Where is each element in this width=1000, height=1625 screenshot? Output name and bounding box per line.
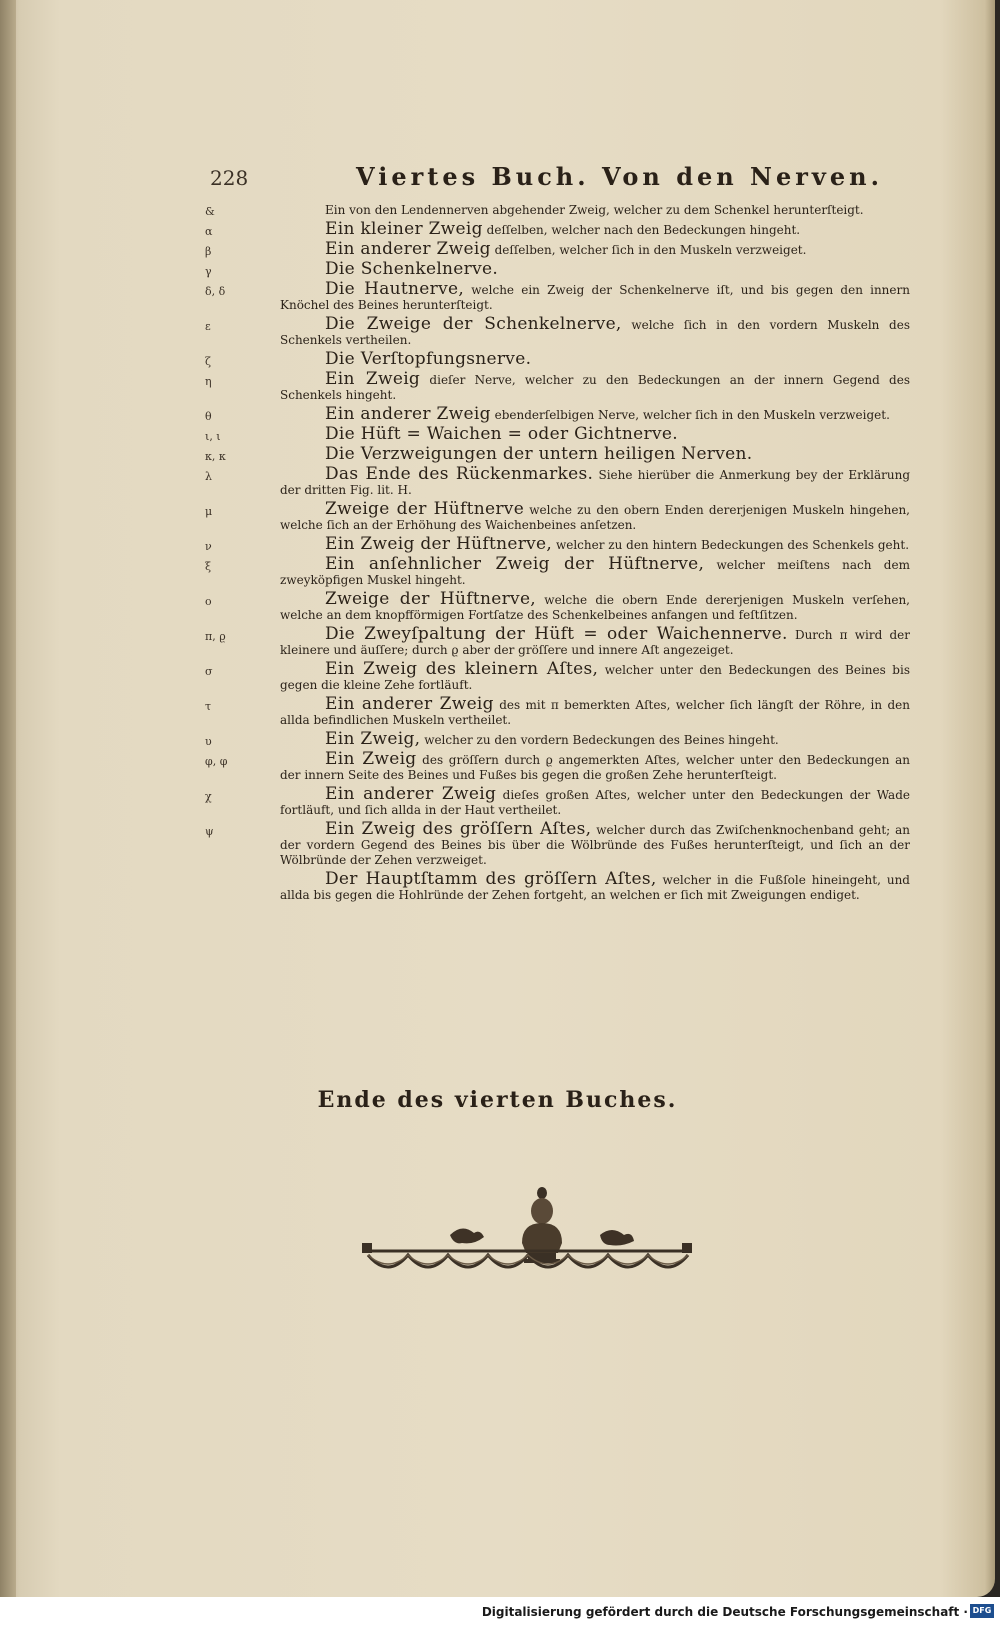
legend-entry	[205, 624, 910, 658]
entry-description: des mit π bemerkten Aſtes, welcher ſich längſt der Röhre, in den allda befindlichen Muskeln vertheilet.	[280, 698, 910, 727]
entry-marker: π, ϱ	[205, 630, 226, 643]
entry-text	[280, 404, 910, 424]
entry-description: Siehe hierüber die Anmerkung bey der Erklärung der dritten Fig. lit. H.	[280, 468, 911, 497]
entry-text	[280, 424, 910, 444]
legend-entry	[205, 369, 910, 403]
entry-text	[280, 219, 910, 239]
entry-lead: Ein Zweig des kleinern Aſtes,	[325, 659, 599, 679]
entry-lead: Ein Zweig	[325, 369, 421, 389]
entry-description: deſſelben, welcher nach den Bedeckungen hingeht.	[486, 223, 801, 237]
entry-description: welche zu den obern Enden dererjenigen Muskeln hingehen, welche ſich an der Erhöhung des Waichenbeines anſetzen.	[280, 503, 910, 532]
entry-text	[280, 819, 910, 868]
entry-text	[280, 259, 910, 279]
legend-entry	[205, 659, 910, 693]
entry-marker: μ	[205, 505, 213, 518]
page-header	[210, 162, 920, 196]
entry-text	[280, 749, 910, 783]
entry-marker: ο	[205, 595, 212, 608]
entry-text	[280, 729, 910, 749]
entry-lead: Der Hauptſtamm des gröſſern Aſtes,	[325, 869, 657, 889]
entry-lead: Die Hautnerve,	[325, 279, 465, 299]
entry-lead: Ein anderer Zweig	[325, 404, 491, 424]
entry-text	[280, 869, 910, 903]
entry-lead: Zweige der Hüftnerve,	[325, 589, 537, 609]
entry-marker: ε	[205, 320, 211, 333]
entry-marker: δ, δ	[205, 285, 226, 298]
entry-description: Ein von den Lendennerven abgehender Zweig, welcher zu dem Schenkel herunterſteigt.	[325, 203, 864, 217]
footer-bar	[0, 1597, 1000, 1625]
entry-lead: Das Ende des Rückenmarkes.	[325, 464, 594, 484]
entry-lead: Ein Zweig der Hüftnerve,	[325, 534, 553, 554]
entry-marker: φ, φ	[205, 755, 228, 768]
legend-entry	[205, 259, 910, 279]
page-number: 228	[210, 166, 249, 190]
entry-lead: Die Verzweigungen der untern heiligen Nerven.	[325, 444, 753, 464]
entry-lead: Ein anderer Zweig	[325, 239, 491, 259]
legend-entry	[205, 279, 910, 313]
entry-text	[280, 784, 910, 818]
legend-entry	[205, 694, 910, 728]
entry-description: welcher in die Fußſole hineingeht, und allda bis gegen die Hohlründe der Zehen fortgeht, an welchen er ſich mit Zweigungen endiget.	[280, 873, 910, 902]
entry-lead: Ein Zweig des gröſſern Aſtes,	[325, 819, 592, 839]
legend-entry	[205, 349, 910, 369]
footer-credit: Digitalisierung gefördert durch die Deutsche Forschungsgemeinschaft ·	[481, 1605, 968, 1619]
entry-marker: θ	[205, 410, 212, 423]
legend-entry	[205, 554, 910, 588]
legend-entry	[205, 869, 910, 903]
entry-marker: υ	[205, 735, 212, 748]
entry-lead: Die Schenkelnerve.	[325, 259, 499, 279]
legend-entry	[205, 424, 910, 444]
entry-marker: ζ	[205, 355, 211, 368]
entry-marker: τ	[205, 700, 212, 713]
entry-text	[280, 349, 910, 369]
entry-text	[280, 314, 911, 348]
entry-description: welcher durch das Zwiſchenknochenband geht; an der vordern Gegend des Beines bis über die Wölbründe des Fußes herunterſteigt, und ſich an der Wölbründe der Zehen verzweiget.	[280, 823, 910, 867]
entry-text	[280, 554, 910, 588]
entry-marker: χ	[205, 790, 212, 803]
entry-description: dieſes großen Aſtes, welcher unter den Bedeckungen der Wade fortläuft, und ſich allda in der Haut vertheilet.	[280, 788, 910, 817]
entry-marker: ψ	[205, 825, 214, 838]
entry-lead: Die Verſtopfungsnerve.	[325, 349, 532, 369]
entry-text	[280, 534, 910, 554]
entry-description: ebenderſelbigen Nerve, welcher ſich in den Muskeln verzweiget.	[494, 408, 890, 422]
entry-lead: Zweige der Hüftnerve	[325, 499, 525, 519]
entry-description: Durch π wird der kleinere und äuſſere; durch ϱ aber der gröſſere und innere Aſt angezeiget.	[280, 628, 910, 657]
entry-description: welcher meiſtens nach dem zweyköpfigen Muskel hingeht.	[280, 558, 910, 587]
page-gutter-shadow	[0, 0, 16, 1597]
legend-entry	[205, 534, 910, 554]
entry-text	[280, 659, 910, 693]
entry-marker: &	[205, 205, 215, 218]
entry-text	[280, 239, 910, 259]
entry-description: welche ſich in den vordern Muskeln des Schenkels vertheilen.	[280, 318, 911, 347]
entry-marker: α	[205, 225, 213, 238]
entry-lead: Ein Zweig	[325, 749, 417, 769]
legend-entry	[205, 202, 910, 218]
legend-list	[205, 202, 910, 907]
entry-marker: λ	[205, 470, 212, 483]
entry-text	[280, 279, 910, 313]
entry-text	[280, 624, 910, 658]
entry-text	[280, 589, 910, 623]
legend-entry	[205, 589, 910, 623]
entry-marker: ξ	[205, 560, 212, 573]
entry-text	[280, 444, 910, 464]
entry-lead: Die Zweige der Schenkelnerve,	[325, 314, 622, 334]
entry-description: welche die obern Ende dererjenigen Muskeln verſehen, welche an dem knopfförmigen Fortſatze des Schenkelbeines anfangen und feſtſitzen.	[280, 593, 910, 622]
end-of-book-title: Ende des vierten Buches.	[317, 1087, 678, 1113]
entry-text	[280, 369, 910, 403]
entry-description: dieſer Nerve, welcher zu den Bedeckungen an der innern Gegend des Schenkels hingeht.	[280, 373, 910, 402]
entry-description: deſſelben, welcher ſich in den Muskeln verzweiget.	[494, 243, 807, 257]
entry-text	[280, 202, 910, 218]
entry-marker: κ, κ	[205, 450, 226, 463]
legend-entry	[205, 314, 911, 348]
entry-marker: ν	[205, 540, 212, 553]
dfg-logo: DFG	[970, 1604, 994, 1618]
decorative-vignette-icon	[362, 1183, 692, 1298]
legend-entry	[205, 219, 910, 239]
entry-description: welcher unter den Bedeckungen des Beines bis gegen die kleine Zehe fortläuft.	[280, 663, 910, 692]
entry-description: des gröſſern durch ϱ angemerkten Aſtes, welcher unter den Bedeckungen an der innern Seite des Beines und Fußes bis gegen die großen Zehe herunterſteigt.	[280, 753, 910, 782]
entry-description: welcher zu den hintern Bedeckungen des Schenkels geht.	[555, 538, 910, 552]
entry-lead: Die Zweyſpaltung der Hüft = oder Waichennerve.	[325, 624, 788, 644]
entry-marker: β	[205, 245, 212, 258]
entry-lead: Ein anſehnlicher Zweig der Hüftnerve,	[325, 554, 705, 574]
entry-lead: Ein kleiner Zweig	[325, 219, 483, 239]
legend-entry	[205, 784, 910, 818]
running-title: Viertes Buch. Von den Nerven.	[356, 162, 883, 191]
legend-entry	[205, 239, 910, 259]
legend-entry	[205, 819, 910, 868]
legend-entry	[205, 404, 910, 424]
legend-entry	[205, 464, 911, 498]
entry-marker: σ	[205, 665, 213, 678]
entry-text	[280, 694, 910, 728]
legend-entry	[205, 729, 910, 749]
entry-description: welcher zu den vordern Bedeckungen des Beines hingeht.	[424, 733, 779, 747]
entry-lead: Ein anderer Zweig	[325, 694, 494, 714]
entry-text	[280, 499, 910, 533]
entry-marker: η	[205, 375, 212, 388]
entry-lead: Ein anderer Zweig	[325, 784, 497, 804]
legend-entry	[205, 444, 910, 464]
entry-marker: γ	[205, 265, 212, 278]
legend-entry	[205, 749, 910, 783]
entry-lead: Ein Zweig,	[325, 729, 421, 749]
legend-entry	[205, 499, 910, 533]
entry-description: welche ein Zweig der Schenkelnerve iſt, und bis gegen den innern Knöchel des Beines herunterſteigt.	[280, 283, 910, 312]
entry-lead: Die Hüft = Waichen = oder Gichtnerve.	[325, 424, 678, 444]
entry-marker: ι, ι	[205, 430, 221, 443]
entry-text	[280, 464, 911, 498]
